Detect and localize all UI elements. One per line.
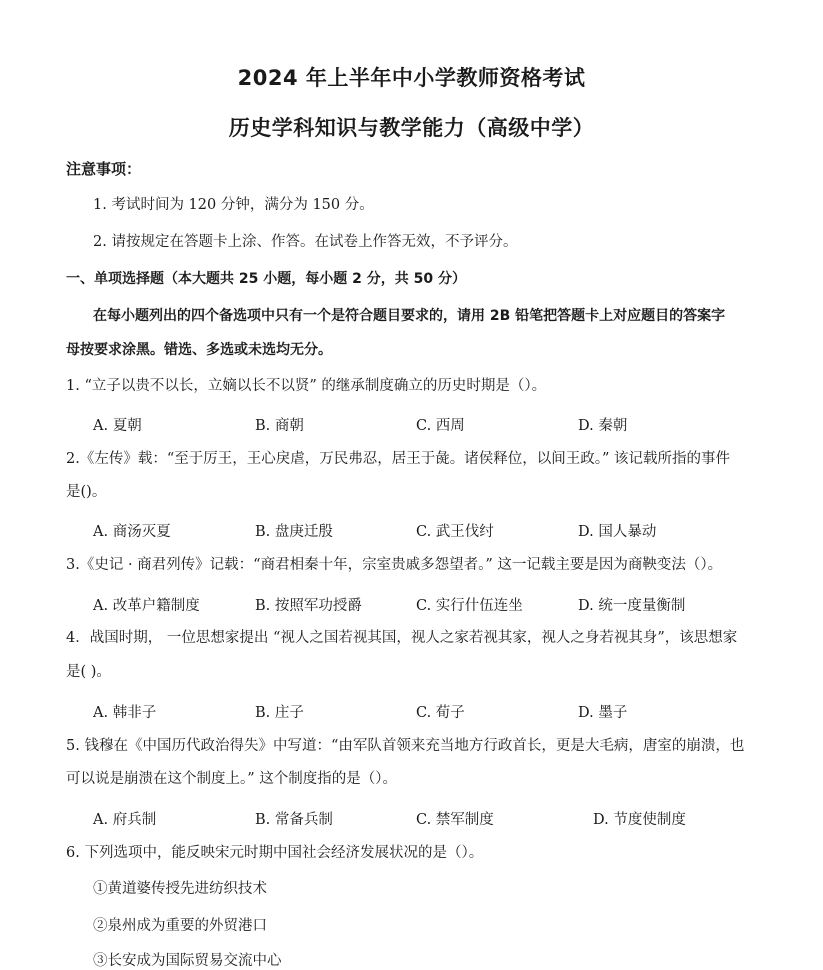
question-4-option-a: A. 韩非子 <box>93 705 157 721</box>
question-6-text: 6. 下列选项中，能反映宋元时期中国社会经济发展状况的是（）。 <box>66 845 484 861</box>
section-heading: 一、单项选择题（本大题共 25 小题，每小题 2 分，共 50 分） <box>66 271 466 287</box>
notice-item-2: 2. 请按规定在答题卡上涂、作答。在试卷上作答无效，不予评分。 <box>93 234 518 250</box>
question-4-text-line-1: 4．战国时期， 一位思想家提出 “视人之国若视其国，视人之家若视其家，视人之身若视其身”，该思想家 <box>66 630 738 646</box>
question-6-item-1: ①黄道婆传授先进纺织技术 <box>93 881 267 897</box>
section-instruction-line-2: 母按要求涂黑。错选、多选或未选均无分。 <box>66 342 332 358</box>
question-4-option-d: D. 墨子 <box>578 705 628 721</box>
question-1-option-b: B. 商朝 <box>255 418 304 434</box>
question-5-option-d: D. 节度使制度 <box>593 812 686 828</box>
question-3-option-b: B. 按照军功授爵 <box>255 598 362 614</box>
notice-heading: 注意事项： <box>66 160 142 178</box>
question-6-item-2: ②泉州成为重要的外贸港口 <box>93 918 267 934</box>
question-4-text-line-2: 是( )。 <box>66 664 111 680</box>
question-2-text-line-2: 是()。 <box>66 484 107 500</box>
question-5-text-line-2: 可以说是崩溃在这个制度上。” 这个制度指的是（）。 <box>66 771 398 787</box>
question-3-option-a: A. 改革户籍制度 <box>93 598 200 614</box>
question-6-item-3: ③长安成为国际贸易交流中心 <box>93 953 282 969</box>
question-5-option-a: A. 府兵制 <box>93 812 157 828</box>
question-1-option-a: A. 夏朝 <box>93 418 142 434</box>
question-5-text-line-1: 5. 钱穆在《中国历代政治得失》中写道：“由军队首领来充当地方行政首长，更是大毛病，唐室的崩溃，也 <box>66 738 745 754</box>
question-4-option-b: B. 庄子 <box>255 705 304 721</box>
question-3-text: 3.《史记 · 商君列传》记载：“商君相秦十年，宗室贵戚多怨望者。” 这一记载主要是因为商鞅变法（）。 <box>66 557 723 573</box>
notice-item-1: 1. 考试时间为 120 分钟，满分为 150 分。 <box>93 197 374 213</box>
exam-title: 2024 年上半年中小学教师资格考试 <box>237 66 586 90</box>
question-5-option-b: B. 常备兵制 <box>255 812 333 828</box>
question-1-option-c: C. 西周 <box>416 418 465 434</box>
question-2-option-d: D. 国人暴动 <box>578 524 657 540</box>
question-2-option-b: B. 盘庚迁殷 <box>255 524 333 540</box>
section-instruction-line-1: 在每小题列出的四个备选项中只有一个是符合题目要求的，请用 2B 铅笔把答题卡上对应题目的答案字 <box>93 308 726 324</box>
question-2-option-c: C. 武王伐纣 <box>416 524 494 540</box>
question-3-option-d: D. 统一度量衡制 <box>578 598 686 614</box>
question-2-text-line-1: 2.《左传》载：“至于厉王，王心戾虐，万民弗忍，居王于彘。诸侯释位，以间王政。” 该记载所指的事件 <box>66 451 731 467</box>
exam-subtitle: 历史学科知识与教学能力（高级中学） <box>228 116 595 140</box>
question-3-option-c: C. 实行什伍连坐 <box>416 598 523 614</box>
question-2-option-a: A. 商汤灭夏 <box>93 524 171 540</box>
question-4-option-c: C. 荀子 <box>416 705 465 721</box>
question-1-text: 1. “立子以贵不以长，立嫡以长不以贤” 的继承制度确立的历史时期是（）。 <box>66 378 547 394</box>
question-1-option-d: D. 秦朝 <box>578 418 628 434</box>
question-5-option-c: C. 禁军制度 <box>416 812 494 828</box>
